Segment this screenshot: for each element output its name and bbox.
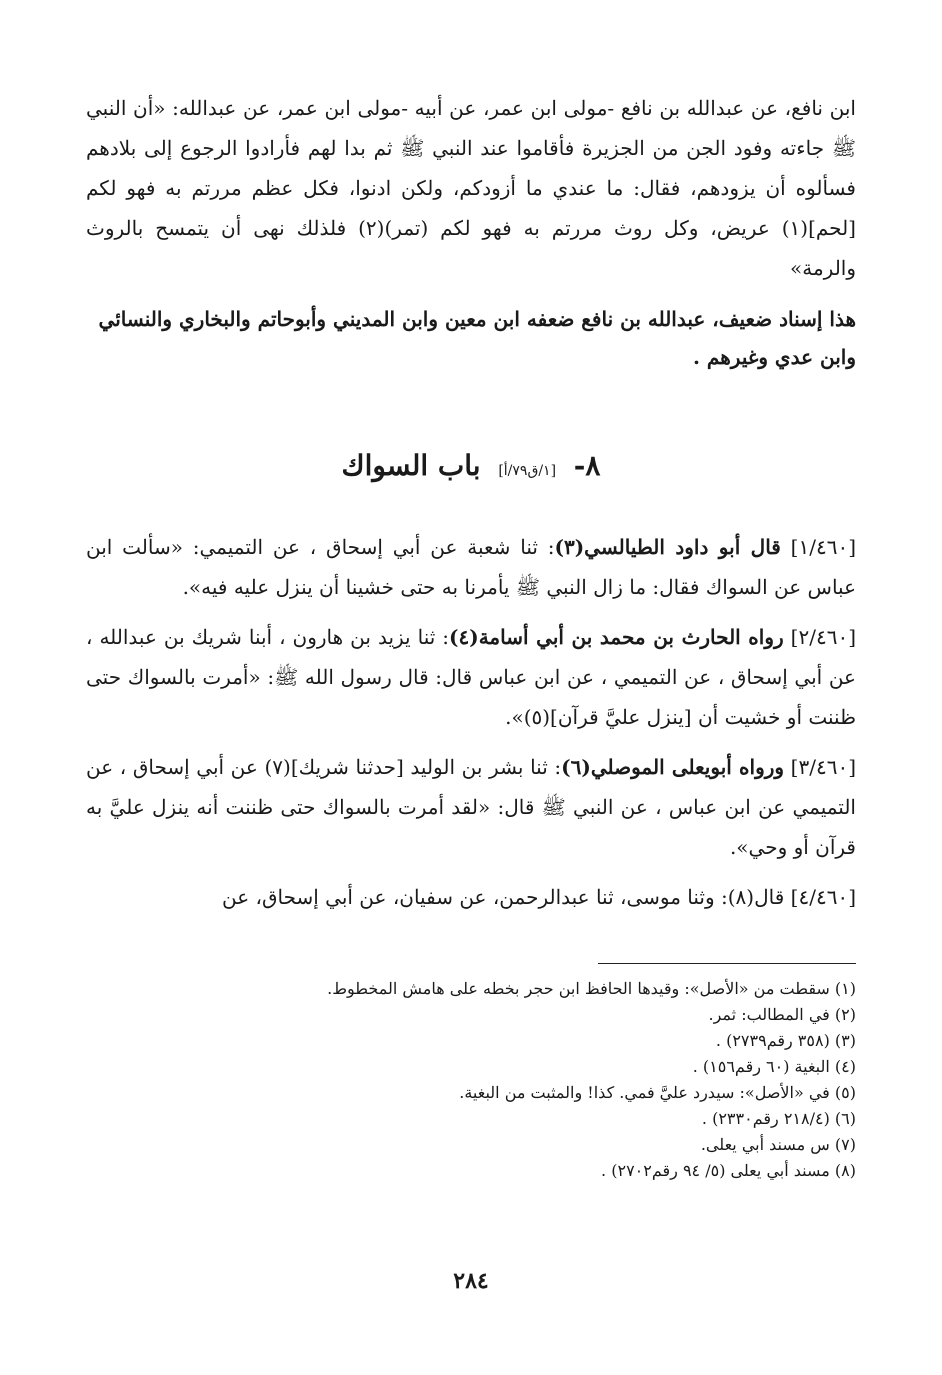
hadith-number: [٢/٤٦٠] (790, 625, 857, 649)
chapter-heading (86, 446, 856, 491)
hadith-3 (86, 747, 856, 867)
hadith-text: : ثنا شعبة عن أبي إسحاق ، عن التميمي: «سألت ابن عباس عن السواك فقال: ما زال النبي ﷺ يأمرنا به حتى خشينا أن ينزل عليه فيه». (86, 535, 856, 599)
hadith-text: : ثنا بشر بن الوليد [حدثنا شريك](٧) عن أبي إسحاق ، عن التميمي عن ابن عباس ، عن النبي ﷺ قال: «لقد أمرت بالسواك حتى ظننت أنه ينزل عليَّ به قرآن أو وحي». (86, 755, 856, 859)
page-number: ٢٨٤ (453, 1268, 489, 1294)
footnote: (٣) (٣٥٨ رقم٢٧٣٩) . (715, 1031, 856, 1050)
footnote: (٢) في المطالب: ثمر. (708, 1005, 856, 1024)
footnote-divider (598, 963, 856, 964)
chapter-number: ٨- (573, 449, 601, 482)
footnote: (٤) البغية (٦٠ رقم١٥٦) . (692, 1057, 856, 1076)
footnotes (86, 976, 856, 1184)
isnad-comment: هذا إسناد ضعيف، عبدالله بن نافع ضعفه ابن معين وابن المديني وأبوحاتم والبخاري والنسائي وابن عدي وغيرهم . (98, 307, 856, 369)
hadith-number: [٤/٤٦٠] (790, 885, 856, 909)
hadith-source: رواه الحارث بن محمد بن أبي أسامة(٤) (449, 625, 784, 649)
hadith-1 (86, 527, 856, 607)
footnote: (٨) مسند أبي يعلى (٥/ ٩٤ رقم٢٧٠٢) . (601, 1161, 856, 1180)
footnote: (١) سقطت من «الأصل»: وقيدها الحافظ ابن حجر بخطه على هامش المخطوط. (327, 979, 856, 998)
hadith-number: [١/٤٦٠] (790, 535, 857, 559)
hadith-4 (86, 877, 856, 917)
manuscript-ref: [١/ق٧٩/أ] (498, 463, 557, 479)
hadith-source: قال أبو داود الطيالسي(٣) (554, 535, 781, 559)
hadith-2 (86, 617, 856, 737)
intro-paragraph: ابن نافع، عن عبدالله بن نافع -مولى ابن عمر، عن أبيه -مولى ابن عمر، عن عبدالله: «أن النبي ﷺ جاءته وفود الجن من الجزيرة فأقاموا عند النبي ﷺ ثم بدا لهم فأرادوا الرجوع إلى بلادهم فسألوه أن يزودهم، فقال: ما عندي ما أزودكم، ولكن ادنوا، فكل عظم مررتم به فهو لكم [لحم](١) عريض، وكل روث مررتم به فهو لكم (تمر)(٢) فلذلك نهى أن يتمسح بالروث والرمة» (86, 96, 856, 280)
chapter-title: باب السواك (341, 449, 481, 482)
hadith-text: قال(٨): وثنا موسى، ثنا عبدالرحمن، عن سفيان، عن أبي إسحاق، عن (221, 885, 785, 909)
hadith-source: ورواه أبويعلى الموصلي(٦) (561, 755, 785, 779)
hadith-number: [٣/٤٦٠] (790, 755, 857, 779)
footnote: (٥) في «الأصل»: سيدرد عليَّ فمي. كذا! والمثبت من البغية. (459, 1083, 856, 1102)
footnote: (٧) س مسند أبي يعلى. (700, 1135, 856, 1154)
footnote: (٦) (٢١٨/٤ رقم٢٣٣٠) . (701, 1109, 856, 1128)
hadith-text: : ثنا يزيد بن هارون ، أبنا شريك بن عبدالله ، عن أبي إسحاق ، عن التميمي ، عن ابن عباس قال: قال رسول الله ﷺ: «أمرت بالسواك حتى ظننت أو خشيت أن [ينزل عليَّ قرآن](٥)». (86, 625, 856, 729)
